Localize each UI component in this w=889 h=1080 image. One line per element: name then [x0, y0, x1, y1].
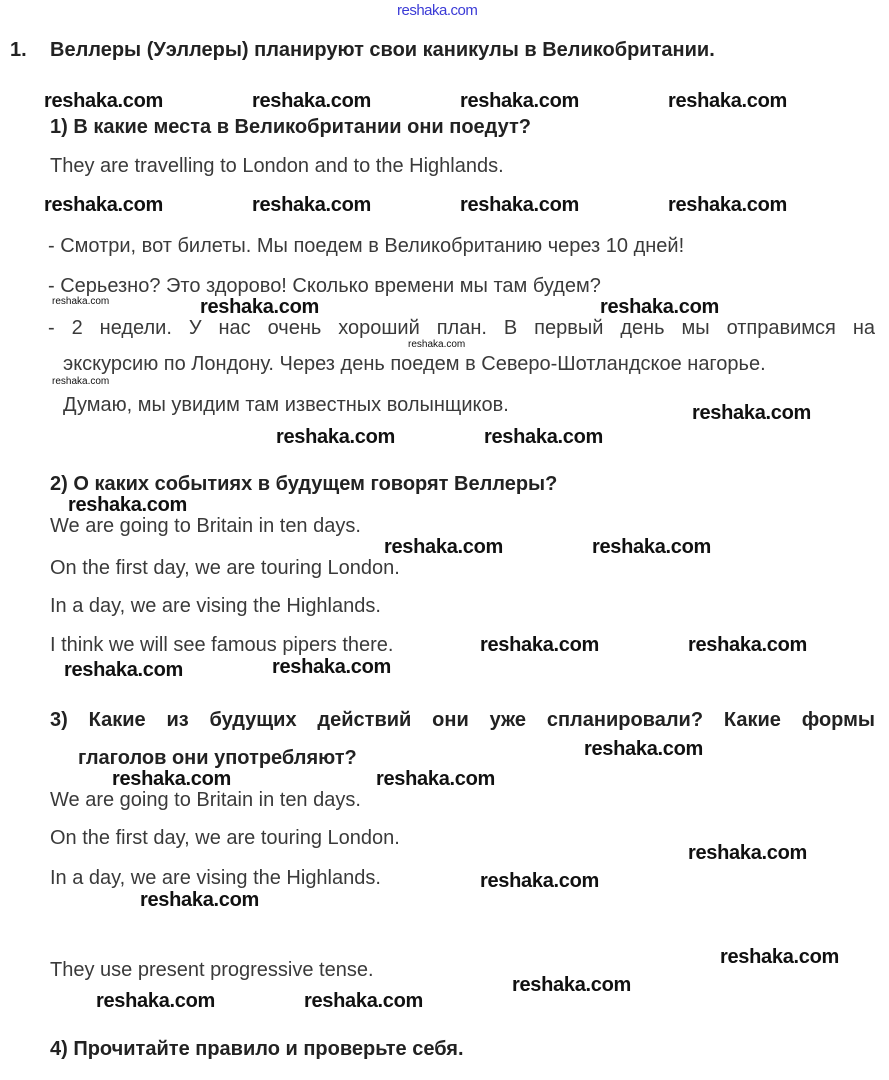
- watermark: reshaka.com: [460, 194, 579, 216]
- question-3: 3) Какие из будущих действий они уже спланировали? Какие формы: [50, 709, 875, 731]
- watermark-small: reshaka.com: [408, 339, 466, 350]
- watermark: reshaka.com: [68, 494, 187, 516]
- watermark: reshaka.com: [304, 990, 423, 1012]
- dialogue-line: экскурсию по Лондону. Через день поедем в Северо-Шотландское нагорье.: [63, 353, 766, 375]
- watermark: reshaka.com: [668, 90, 787, 112]
- watermark: reshaka.com: [272, 656, 391, 678]
- watermark-small: reshaka.com: [52, 296, 110, 307]
- answer-line: I think we will see famous pipers there.: [50, 634, 394, 656]
- watermark: reshaka.com: [64, 659, 183, 681]
- watermark: reshaka.com: [112, 768, 231, 790]
- watermark: reshaka.com: [376, 768, 495, 790]
- answer-line: In a day, we are vising the Highlands.: [50, 595, 381, 617]
- answer-line: On the first day, we are touring London.: [50, 827, 400, 849]
- watermark: reshaka.com: [276, 426, 395, 448]
- watermark: reshaka.com: [460, 90, 579, 112]
- question-3-cont: глаголов они употребляют?: [78, 747, 357, 769]
- watermark: reshaka.com: [692, 402, 811, 424]
- watermark: reshaka.com: [688, 634, 807, 656]
- watermark: reshaka.com: [44, 90, 163, 112]
- answer-line: We are going to Britain in ten days.: [50, 515, 361, 537]
- dialogue-line: - Серьезно? Это здорово! Сколько времени мы там будем?: [48, 275, 601, 297]
- question-2: 2) О каких событиях в будущем говорят Веллеры?: [50, 473, 558, 495]
- watermark: reshaka.com: [384, 536, 503, 558]
- dialogue-line: - 2 недели. У нас очень хороший план. В первый день мы отправимся на: [48, 317, 875, 339]
- watermark: reshaka.com: [484, 426, 603, 448]
- watermark: reshaka.com: [252, 90, 371, 112]
- watermark: reshaka.com: [480, 870, 599, 892]
- watermark: reshaka.com: [584, 738, 703, 760]
- watermark: reshaka.com: [480, 634, 599, 656]
- watermark-small: reshaka.com: [52, 376, 110, 387]
- answer-line: On the first day, we are touring London.: [50, 557, 400, 579]
- watermark: reshaka.com: [512, 974, 631, 996]
- watermark: reshaka.com: [96, 990, 215, 1012]
- watermark: reshaka.com: [140, 889, 259, 911]
- watermark: reshaka.com: [688, 842, 807, 864]
- watermark: reshaka.com: [668, 194, 787, 216]
- task-number: 1.: [10, 39, 27, 61]
- dialogue-line: Думаю, мы увидим там известных волынщиков.: [63, 394, 509, 416]
- dialogue-line: - Смотри, вот билеты. Мы поедем в Великобританию через 10 дней!: [48, 235, 685, 257]
- conclusion: They use present progressive tense.: [50, 959, 374, 981]
- watermark: reshaka.com: [600, 296, 719, 318]
- answer-line: In a day, we are vising the Highlands.: [50, 867, 381, 889]
- watermark: reshaka.com: [200, 296, 319, 318]
- question-1: 1) В какие места в Великобритании они поедут?: [50, 116, 531, 138]
- site-logo[interactable]: reshaka.com: [397, 2, 478, 19]
- answer-line: We are going to Britain in ten days.: [50, 789, 361, 811]
- watermark: reshaka.com: [592, 536, 711, 558]
- watermark: reshaka.com: [720, 946, 839, 968]
- question-4: 4) Прочитайте правило и проверьте себя.: [50, 1038, 464, 1060]
- task-title: Веллеры (Уэллеры) планируют свои каникулы в Великобритании.: [50, 39, 715, 61]
- watermark: reshaka.com: [44, 194, 163, 216]
- watermark: reshaka.com: [252, 194, 371, 216]
- answer-1: They are travelling to London and to the Highlands.: [50, 155, 504, 177]
